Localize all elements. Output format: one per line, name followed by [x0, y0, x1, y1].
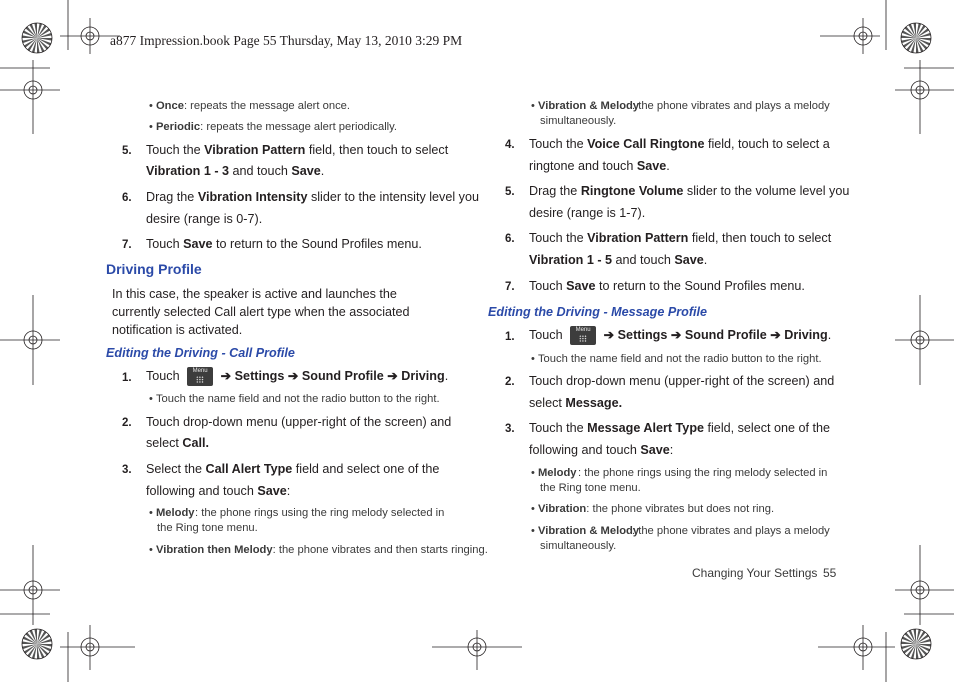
- bullet-periodic: • Periodic: repeats the message alert periodically.: [149, 121, 398, 133]
- step-number: 5.: [122, 145, 132, 157]
- bullet-vibration-then-melody: • Vibration then Melody: the phone vibrates and then starts ringing.: [149, 544, 488, 556]
- star-target-top-left: [22, 23, 52, 53]
- step-number: 2.: [122, 417, 132, 429]
- section-intro: In this case, the speaker is active and launches the currently selected Call alert type when the associated notification is activated.: [112, 287, 410, 337]
- msg-step-2-line1: Touch drop-down menu (upper-right of the screen) and: [529, 374, 835, 388]
- step-number: 1.: [505, 331, 515, 343]
- section-heading: Driving Profile: [106, 261, 202, 277]
- bullet-once: • Once: repeats the message alert once.: [149, 100, 350, 112]
- subheading-call-profile: Editing the Driving - Call Profile: [106, 346, 295, 360]
- star-target-top-right: [901, 23, 931, 53]
- registration-mark-bottom-center: [432, 630, 522, 670]
- call-step-3-line2: following and touch Save:: [146, 484, 291, 498]
- registration-mark-bottom-left: [60, 625, 135, 670]
- call-step-1: Touch Menu ➔ Settings ➔ Sound Profile ➔ Driving.: [146, 366, 448, 386]
- r-step-4-line2: ringtone and touch Save.: [529, 159, 670, 173]
- step-5-line2: Vibration 1 - 3 and touch Save.: [146, 164, 325, 178]
- page-number: 55: [823, 566, 837, 580]
- msg-step-1-bullet: • Touch the name field and not the radio button to the right.: [531, 353, 822, 365]
- page-header: a877 Impression.book Page 55 Thursday, May 13, 2010 3:29 PM: [110, 33, 463, 48]
- registration-mark-top-right: [820, 18, 880, 54]
- step-6-line2: desire (range is 0-7).: [146, 212, 263, 226]
- step-number: 7.: [505, 281, 515, 293]
- step-5-line1: Touch the Vibration Pattern field, then touch to select: [146, 143, 449, 157]
- registration-mark-left-upper: [0, 60, 60, 134]
- registration-mark-right-middle: [895, 295, 954, 385]
- r-step-5-line2: desire (range is 1-7).: [529, 206, 646, 220]
- footer-section: Changing Your Settings: [692, 566, 818, 580]
- bullet-melody-text: : the phone rings using the ring melody selected in the Ring tone menu.: [157, 507, 445, 534]
- step-number: 2.: [505, 376, 515, 388]
- msg-step-3-line1: Touch the Message Alert Type field, select one of the: [529, 421, 831, 435]
- msg-step-1: Touch Menu ➔ Settings ➔ Sound Profile ➔ Driving.: [529, 325, 831, 345]
- r-step-4-line1: Touch the Voice Call Ringtone field, touch to select a: [529, 137, 830, 151]
- bullet-melody: • Melody: [531, 467, 577, 479]
- registration-mark-bottom-right: [818, 625, 895, 670]
- bullet-vibration: • Vibration: the phone vibrates but does not ring.: [531, 503, 775, 515]
- r-step-6-line2: Vibration 1 - 5 and touch Save.: [529, 253, 708, 267]
- registration-mark-right-lower: [895, 545, 954, 625]
- step-number: 6.: [505, 233, 515, 245]
- star-target-bottom-left: [22, 629, 52, 659]
- step-number: 5.: [505, 186, 515, 198]
- call-step-3-line1: Select the Call Alert Type field and select one of the: [146, 462, 440, 476]
- r-step-6-line1: Touch the Vibration Pattern field, then touch to select: [529, 231, 832, 245]
- step-number: 1.: [122, 372, 132, 384]
- step-number: 3.: [505, 423, 515, 435]
- registration-mark-left-lower: [0, 545, 60, 625]
- bullet-melody-text: : the phone rings using the ring melody selected in the Ring tone menu.: [540, 467, 828, 494]
- r-step-7: Touch Save to return to the Sound Profiles menu.: [529, 279, 805, 293]
- menu-key-icon: Menu: [570, 326, 596, 345]
- step-number: 7.: [122, 239, 132, 251]
- step-6-line1: Drag the Vibration Intensity slider to the intensity level you: [146, 190, 479, 204]
- bullet-melody: • Melody: [149, 507, 195, 519]
- star-target-bottom-right: [901, 629, 931, 659]
- call-step-2-line2: select Call.: [146, 436, 210, 450]
- subheading-message-profile: Editing the Driving - Message Profile: [488, 305, 708, 319]
- registration-mark-left-middle: [0, 295, 60, 385]
- bullet-vibration-melody: • Vibration & Melody: [531, 100, 640, 112]
- call-step-1-bullet: • Touch the name field and not the radio button to the right.: [149, 393, 440, 405]
- menu-key-icon: Menu: [187, 367, 213, 386]
- msg-step-2-line2: select Message.: [529, 396, 623, 410]
- msg-step-3-line2: following and touch Save:: [529, 443, 674, 457]
- bullet-vibration-melody-text: : the phone vibrates and plays a melody simultaneously.: [540, 100, 830, 127]
- step-number: 4.: [505, 139, 515, 151]
- step-number: 6.: [122, 192, 132, 204]
- step-7: Touch Save to return to the Sound Profiles menu.: [146, 237, 422, 251]
- r-step-5-line1: Drag the Ringtone Volume slider to the volume level you: [529, 184, 850, 198]
- call-step-2-line1: Touch drop-down menu (upper-right of the screen) and: [146, 415, 452, 429]
- bullet-vibration-melody-2: • Vibration & Melody: [531, 525, 640, 537]
- step-number: 3.: [122, 464, 132, 476]
- bullet-vibration-melody-2-text: : the phone vibrates and plays a melody simultaneously.: [540, 525, 830, 552]
- registration-mark-right-upper: [895, 60, 954, 134]
